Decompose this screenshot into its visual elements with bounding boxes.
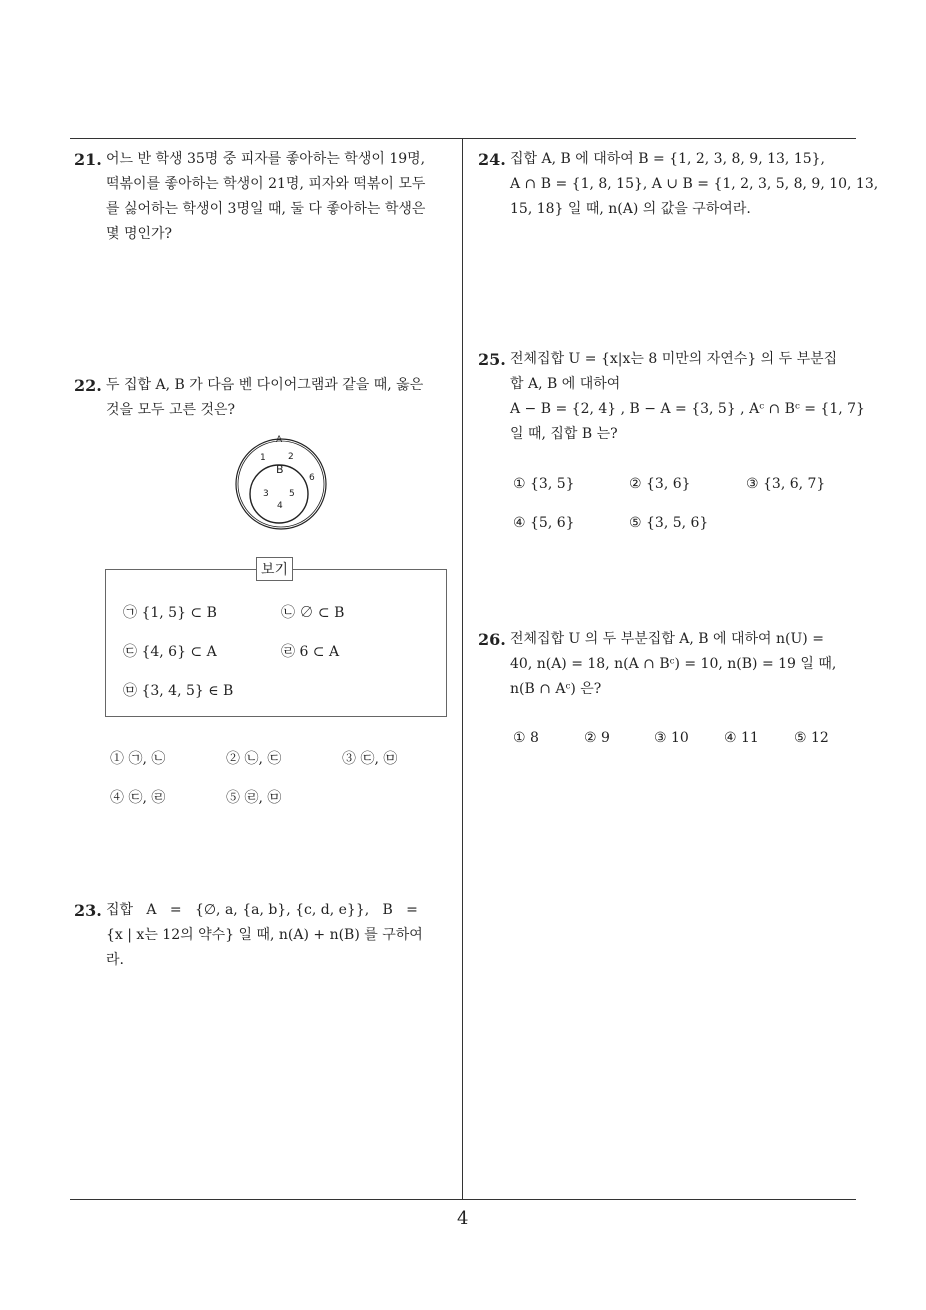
question-22 (74, 373, 459, 423)
answer-choice[interactable]: ③ ㉢, ㉤ (342, 751, 398, 767)
question-24 (478, 147, 879, 222)
question-text: {x | x는 12의 약수} 일 때, n(A) + n(B) 를 구하여 (106, 927, 423, 943)
question-text: 집합 A = {∅, a, {a, b}, {c, d, e}}, B = (106, 902, 418, 918)
bogi-item: ㉤ {3, 4, 5} ∈ B (123, 683, 234, 699)
question-26 (478, 627, 863, 702)
venn-element: 5 (289, 489, 295, 499)
answer-choice[interactable]: ⑤ 12 (794, 730, 829, 746)
question-text: 전체집합 U = {x|x는 8 미만의 자연수} 의 두 부분집 (510, 351, 838, 367)
answer-choice[interactable]: ④ {5, 6} (513, 515, 575, 531)
bogi-item: ㉠ {1, 5} ⊂ B (123, 605, 217, 621)
set-a-label: A (276, 435, 283, 445)
question-text: 전체집합 U 의 두 부분집합 A, B 에 대하여 n(U) = (510, 631, 824, 647)
top-rule (70, 138, 856, 139)
question-text: A − B = {2, 4} , B − A = {3, 5} , Aᶜ ∩ Bᶜ = {1, 7} (510, 401, 865, 417)
answer-choice[interactable]: ② ㉡, ㉢ (226, 751, 282, 767)
answer-choice[interactable]: ② 9 (584, 730, 610, 746)
answer-choice[interactable]: ① 8 (513, 730, 539, 746)
question-text: 떡볶이를 좋아하는 학생이 21명, 피자와 떡볶이 모두 (106, 176, 426, 192)
page-number: 4 (457, 1208, 469, 1229)
set-a-circle (236, 439, 326, 529)
bogi-item: ㉡ ∅ ⊂ B (281, 605, 345, 621)
answer-choice[interactable]: ⑤ {3, 5, 6} (629, 515, 709, 531)
bogi-title: 보기 (256, 557, 293, 581)
answer-choice[interactable]: ③ {3, 6, 7} (746, 476, 826, 492)
answer-choice[interactable]: ④ ㉢, ㉣ (110, 790, 166, 806)
column-divider (462, 138, 463, 1200)
question-text: 합 A, B 에 대하여 (510, 376, 621, 392)
question-text: 40, n(A) = 18, n(A ∩ Bᶜ) = 10, n(B) = 19 일 때, (510, 656, 837, 672)
question-number: 23. (74, 901, 102, 920)
question-text: A ∩ B = {1, 8, 15}, A ∪ B = {1, 2, 3, 5, 8, 9, 10, 13, (510, 176, 879, 192)
bogi-item: ㉢ {4, 6} ⊂ A (123, 644, 217, 660)
question-number: 24. (478, 150, 506, 169)
venn-element: 6 (309, 473, 315, 483)
answer-choice[interactable]: ③ 10 (654, 730, 689, 746)
venn-element: 3 (263, 489, 269, 499)
answer-choice[interactable]: ① {3, 5} (513, 476, 575, 492)
bogi-item: ㉣ 6 ⊂ A (281, 644, 340, 660)
venn-element: 2 (288, 452, 294, 462)
question-text: 어느 반 학생 35명 중 피자를 좋아하는 학생이 19명, (106, 151, 426, 167)
question-21 (74, 147, 459, 247)
question-23 (74, 898, 459, 973)
answer-choice[interactable]: ② {3, 6} (629, 476, 691, 492)
answer-choice[interactable]: ① ㉠, ㉡ (110, 751, 166, 767)
question-text: 를 싫어하는 학생이 3명일 때, 둘 다 좋아하는 학생은 (106, 201, 426, 217)
venn-element: 4 (277, 501, 283, 511)
question-text: 라. (106, 952, 124, 968)
venn-diagram (232, 432, 332, 532)
answer-choices-26 (513, 730, 853, 754)
question-text: 일 때, 집합 B 는? (510, 426, 618, 442)
set-b-label: B (276, 463, 284, 476)
question-number: 26. (478, 630, 506, 649)
answer-choices-25 (513, 476, 853, 536)
question-text: 15, 18} 일 때, n(A) 의 값을 구하여라. (510, 201, 751, 217)
question-25 (478, 347, 863, 447)
question-number: 22. (74, 376, 102, 395)
bottom-rule (70, 1199, 856, 1200)
question-number: 25. (478, 350, 506, 369)
question-text: 집합 A, B 에 대하여 B = {1, 2, 3, 8, 9, 13, 15}, (510, 151, 825, 167)
question-text: 두 집합 A, B 가 다음 벤 다이어그램과 같을 때, 옳은 (106, 377, 424, 393)
venn-element: 1 (260, 453, 266, 463)
bogi-box (105, 562, 447, 717)
answer-choice[interactable]: ④ 11 (724, 730, 759, 746)
answer-choices-22 (110, 748, 450, 808)
question-text: 몇 명인가? (106, 226, 173, 242)
question-text: 것을 모두 고른 것은? (106, 402, 236, 418)
answer-choice[interactable]: ⑤ ㉣, ㉤ (226, 790, 282, 806)
question-text: n(B ∩ Aᶜ) 은? (510, 681, 602, 697)
set-a-circle-inner (238, 441, 324, 527)
question-number: 21. (74, 150, 102, 169)
